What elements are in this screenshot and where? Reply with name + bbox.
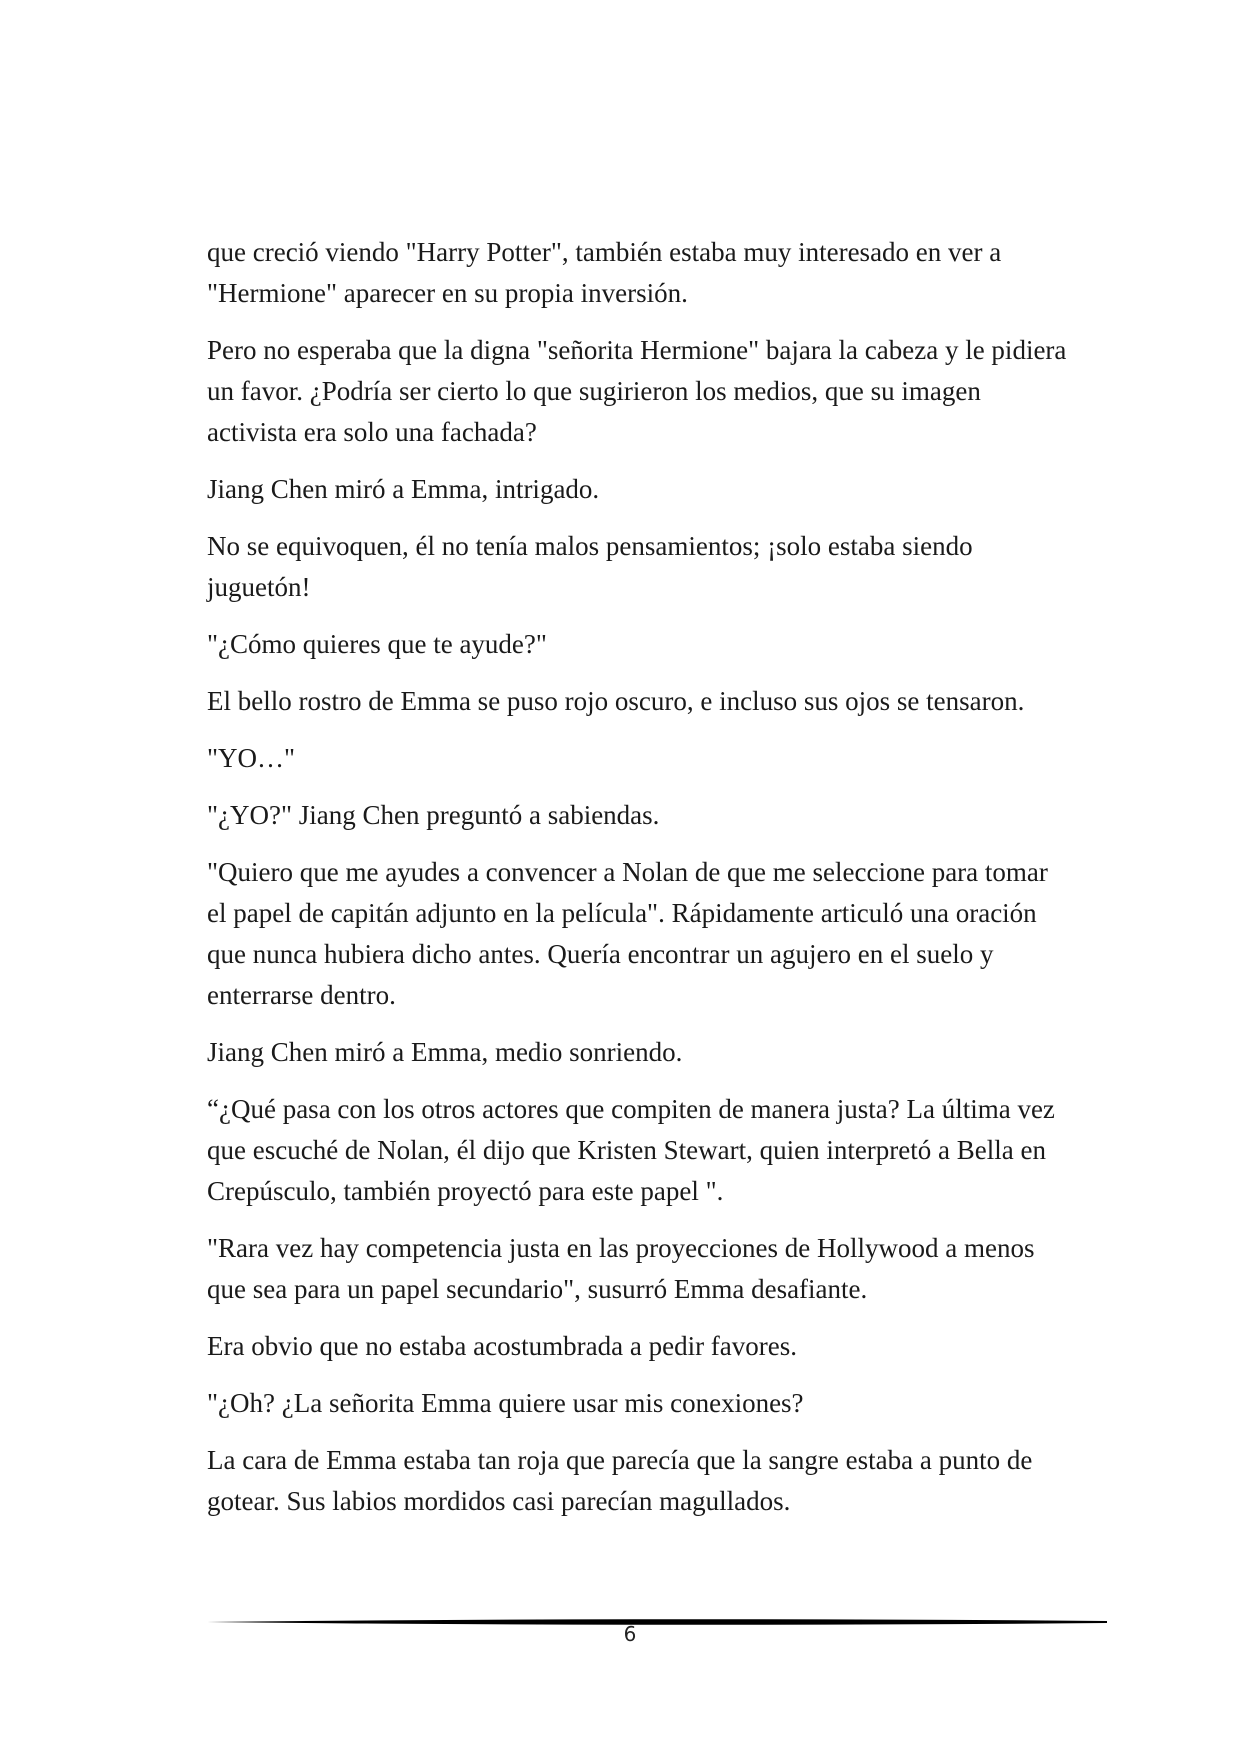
paragraph: "¿Oh? ¿La señorita Emma quiere usar mis conexiones? — [207, 1388, 804, 1418]
paragraph: Era obvio que no estaba acostumbrada a pedir favores. — [207, 1331, 798, 1361]
paragraph: "Quiero que me ayudes a convencer a Nolan de que me seleccione para tomar el papel de capitán adjunto en la película". Rápidamente articuló una oración que nunca hubiera dicho antes. Quería encontrar un agujero en el suelo y enterrarse dentro. — [207, 857, 1048, 1010]
paragraph: “¿Qué pasa con los otros actores que compiten de manera justa? La última vez que escuché de Nolan, él dijo que Kristen Stewart, quien interpretó a Bella en Crepúsculo, también proyectó para este papel ". — [207, 1094, 1055, 1206]
paragraph: que creció viendo "Harry Potter", también estaba muy interesado en ver a "Hermione" aparecer en su propia inversión. — [207, 237, 1002, 308]
paragraph: Jiang Chen miró a Emma, medio sonriendo. — [207, 1037, 683, 1067]
page-number: 6 — [623, 1622, 637, 1646]
paragraph: "¿Cómo quieres que te ayude?" — [207, 629, 547, 659]
paragraph: El bello rostro de Emma se puso rojo oscuro, e incluso sus ojos se tensaron. — [207, 686, 1025, 716]
paragraph: "¿YO?" Jiang Chen preguntó a sabiendas. — [207, 800, 660, 830]
paragraph: "YO…" — [207, 743, 296, 773]
paragraph: Jiang Chen miró a Emma, intrigado. — [207, 474, 600, 504]
paragraph: La cara de Emma estaba tan roja que parecía que la sangre estaba a punto de gotear. Sus labios mordidos casi parecían magullados. — [207, 1445, 1033, 1516]
page-body-text — [207, 232, 1067, 1538]
paragraph: Pero no esperaba que la digna "señorita Hermione" bajara la cabeza y le pidiera un favor. ¿Podría ser cierto lo que sugirieron los medios, que su imagen activista era solo una fachada? — [207, 335, 1067, 447]
paragraph: "Rara vez hay competencia justa en las proyecciones de Hollywood a menos que sea para un papel secundario", susurró Emma desafiante. — [207, 1233, 1035, 1304]
paragraph: No se equivoquen, él no tenía malos pensamientos; ¡solo estaba siendo juguetón! — [207, 531, 973, 602]
